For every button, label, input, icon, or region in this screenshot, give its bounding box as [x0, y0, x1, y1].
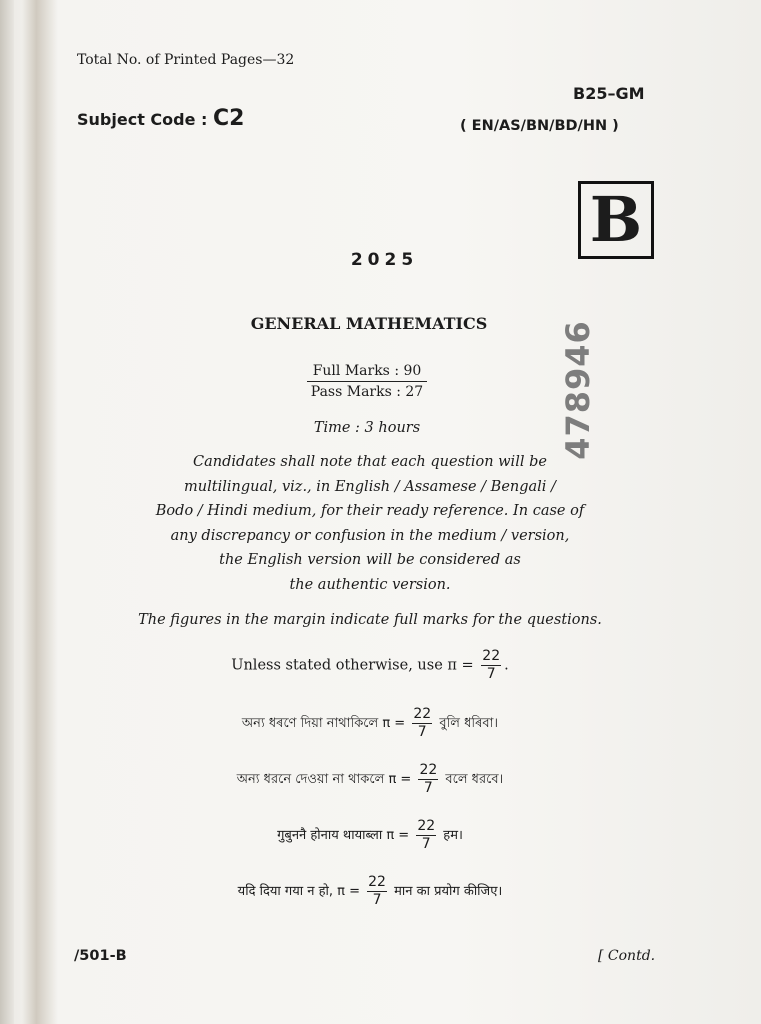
paper-code: B25–GM: [573, 84, 645, 103]
exam-time: [0, 420, 734, 436]
pi-instruction-hindi: [0, 874, 740, 909]
note-line: Bodo / Hindi medium, for their ready reference. In case of: [155, 503, 585, 519]
fraction-numerator: 22: [417, 818, 436, 834]
fraction-numerator: 22: [368, 874, 386, 890]
fraction-denominator: 7: [372, 892, 382, 908]
exam-time-text: Time : 3 hours: [313, 420, 421, 436]
pi-fraction: [418, 762, 438, 797]
marks-block: [0, 358, 734, 400]
pass-marks: Pass Marks : 27: [310, 384, 424, 400]
full-marks: Full Marks : 90: [312, 363, 422, 379]
note-line: multilingual, viz., in English / Assamese / Bengali /: [184, 478, 556, 495]
pi-fraction: [416, 818, 436, 853]
pi-instruction-bodo: [0, 818, 740, 853]
fraction-denominator: 7: [486, 666, 496, 682]
pi-instruction-english: [0, 648, 740, 683]
subject-code-value: C2: [213, 106, 245, 131]
pi-fraction: [367, 874, 387, 909]
footer-code: /501-B: [74, 948, 127, 964]
note-line: the English version will be considered as: [219, 552, 521, 568]
pi-text-end: हम।: [443, 828, 463, 843]
set-letter: B: [589, 183, 643, 256]
fraction-numerator: 22: [482, 648, 501, 664]
pi-text: Unless stated otherwise, use π =: [231, 657, 474, 674]
pi-text: অন্য ধৰণে দিয়া নাথাকিলে π =: [241, 716, 406, 731]
pi-text: गुबुननै होनाय थायाब्ला π =: [277, 828, 410, 843]
set-box: [578, 181, 654, 259]
pi-instruction-assamese: [0, 706, 740, 741]
figures-note: The figures in the margin indicate full marks for the questions.: [138, 612, 602, 628]
pi-text: यदि दिया गया न हो, π =: [237, 884, 360, 899]
subject-code: [77, 106, 244, 131]
pi-instruction-bengali: [0, 762, 740, 797]
candidate-note: [130, 450, 610, 597]
binding-fold: [22, 0, 58, 1024]
pi-text-end: मान का प्रयोग कीजिए।: [394, 884, 503, 899]
subject-code-label: Subject Code :: [77, 110, 208, 129]
printed-pages-count: Total No. of Printed Pages—32: [77, 52, 295, 68]
fraction-denominator: 7: [417, 724, 427, 740]
left-edge-shadow: [0, 0, 14, 1024]
serial-number: 478946: [559, 320, 597, 460]
note-line: any discrepancy or confusion in the medium / version,: [170, 527, 570, 544]
subject-title: GENERAL MATHEMATICS: [250, 314, 488, 333]
fraction-numerator: 22: [419, 762, 438, 778]
note-line: the authentic version.: [289, 576, 451, 593]
exam-year: 2025: [350, 250, 419, 270]
continued-label: [ Contd.: [598, 948, 656, 964]
pi-text-end: বুলি ধৰিবা।: [439, 716, 499, 731]
pi-text-end: বলে ধরবে।: [445, 772, 504, 787]
pi-fraction: [412, 706, 432, 741]
pi-text-end: .: [504, 657, 509, 674]
fraction-denominator: 7: [423, 780, 433, 796]
media-list: ( EN/AS/BN/BD/HN ): [460, 118, 619, 134]
fraction-numerator: 22: [413, 706, 432, 722]
marks-rule: [307, 381, 427, 382]
pi-text: অন্য ধরনে দেওয়া না থাকলে π =: [236, 772, 412, 787]
fraction-denominator: 7: [421, 836, 431, 852]
note-line: Candidates shall note that each question will be: [193, 454, 547, 470]
pi-fraction: [481, 648, 501, 683]
